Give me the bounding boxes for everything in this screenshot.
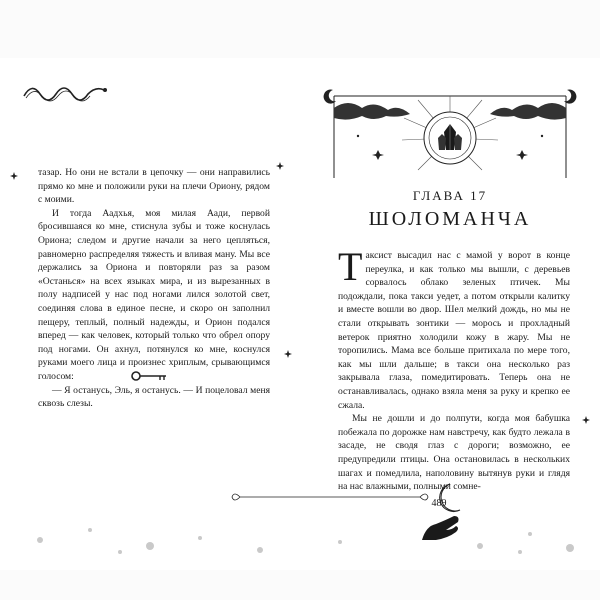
right-page-text bbox=[338, 244, 570, 494]
left-paragraph: И тогда Аадхья, моя милая Аади, первой бросившаяся ко мне, стиснула зубы и тоже коснулась Ориона; следом и другие начали за него цепляться, равномерно распределяя тяжесть и вливая ману. Мы все держались за Ориона и повторяли раз за разом «Останься» на всех языках мира, и из вырезанных в полу надписей у нас под ногами лился золотой свет, соединяя слова в единое песне, и скоро он заполнил пещеру, теплый, полный надежды, и Орион подался вперед — как человек, который только что обрел опору под ногами. Он ахнул, потянулся ко мне, коснулся руками моего лица и произнес хриплым, срывающимся голосом: bbox=[38, 207, 270, 382]
star-icon bbox=[10, 172, 18, 180]
crescent-moon-icon bbox=[562, 88, 578, 104]
key-icon bbox=[130, 370, 170, 382]
chapter-title: ШОЛОМАНЧА bbox=[368, 208, 532, 230]
chapter-label: ГЛАВА 17 bbox=[412, 188, 488, 203]
crystal-icon bbox=[434, 122, 466, 154]
ink-splatter-decoration bbox=[0, 480, 600, 560]
crescent-moon-icon bbox=[322, 88, 338, 104]
page-number: 489 bbox=[431, 498, 447, 509]
opening-paragraph bbox=[338, 244, 570, 412]
left-paragraph: тазар. Но они не встали в цепочку — они направились прямо ко мне и положили руки на плечи Ориону, рядом с моими. bbox=[38, 167, 270, 206]
opening-paragraph-text: аксист высадил нас с мамой у ворот в конце переулка, и как только мы вышли, с деревьев сорвалось облако зеленых птичек. Мы подождали, пока такси уедет, а потом открыли калитку и вместе вошли во двор. Шел мелкий дождь, но мы не стали открывать зонтики — морось и прохладный ветерок приятно холодили кожу в жару. Мы не торопились. Мама все больше притихала по мере того, как мы шли дальше; в такси она несколько раз закрывала глаза, помедитировать. Теперь она не останавливалась, однако взяла меня за руку и крепко ее сжала. bbox=[338, 250, 570, 411]
snake-icon bbox=[20, 78, 110, 108]
star-icon bbox=[284, 350, 292, 358]
drop-cap: Т bbox=[338, 244, 363, 289]
star-icon bbox=[276, 162, 284, 170]
right-paragraph: Мы не дошли и до полпути, когда моя бабушка побежала по дорожке нам навстречу, как будто лежала в засаде, не сводя глаз с дороги; возможно, ее предупредили птицы. Она остановилась в нескольких шагах и помедлила, наполовину вытянув руки и глядя на нас влажными, полными сомне- bbox=[338, 413, 570, 493]
star-icon bbox=[582, 416, 590, 424]
left-paragraph: — Я останусь, Эль, я останусь. — И поцеловал меня сквозь слезы. bbox=[38, 384, 270, 410]
